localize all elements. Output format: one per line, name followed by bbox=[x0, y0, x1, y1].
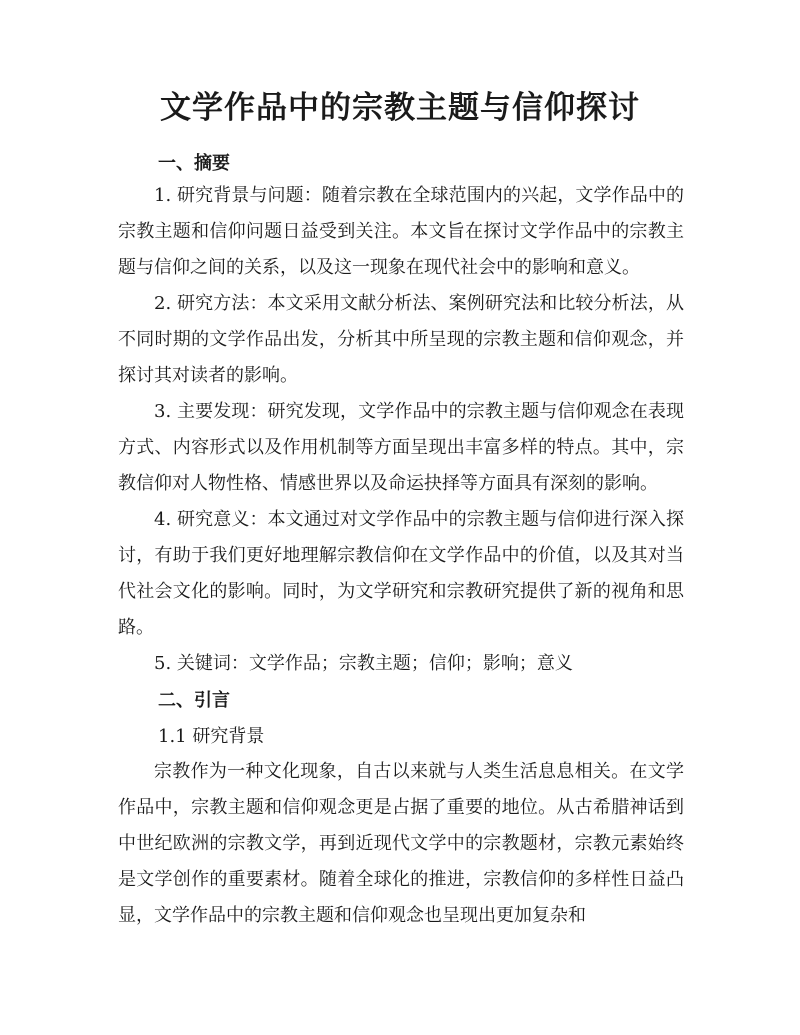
abstract-item-method: 2. 研究方法：本文采用文献分析法、案例研究法和比较分析法，从不同时期的文学作品出发，分析其中所呈现的宗教主题和信仰观念，并探讨其对读者的影响。 bbox=[118, 293, 684, 386]
research-background-subheading: 1.1 研究背景 bbox=[158, 726, 265, 747]
abstract-item-significance: 4. 研究意义：本文通过对文学作品中的宗教主题与信仰进行深入探讨，有助于我们更好地理解宗教信仰在文学作品中的价值，以及其对当代社会文化的影响。同时，为文学研究和宗教研究提供了新的视角和思路。 bbox=[118, 509, 684, 638]
abstract-item-findings: 3. 主要发现：研究发现，文学作品中的宗教主题与信仰观念在表现方式、内容形式以及作用机制等方面呈现出丰富多样的特点。其中，宗教信仰对人物性格、情感世界以及命运抉择等方面具有深刻的影响。 bbox=[118, 401, 684, 494]
introduction-paragraph: 宗教作为一种文化现象，自古以来就与人类生活息息相关。在文学作品中，宗教主题和信仰观念更是占据了重要的地位。从古希腊神话到中世纪欧洲的宗教文学，再到近现代文学中的宗教题材，宗教元素始终是文学创作的重要素材。随着全球化的推进，宗教信仰的多样性日益凸显，文学作品中的宗教主题和信仰观念也呈现出更加复杂和 bbox=[118, 761, 684, 926]
abstract-item-background: 1. 研究背景与问题：随着宗教在全球范围内的兴起，文学作品中的宗教主题和信仰问题日益受到关注。本文旨在探讨文学作品中的宗教主题与信仰之间的关系，以及这一现象在现代社会中的影响和意义。 bbox=[118, 185, 684, 278]
abstract-item-keywords: 5. 关键词：文学作品；宗教主题；信仰；影响；意义 bbox=[154, 653, 573, 674]
abstract-heading: 一、摘要 bbox=[158, 153, 230, 174]
introduction-heading: 二、引言 bbox=[158, 690, 230, 711]
document-title: 文学作品中的宗教主题与信仰探讨 bbox=[160, 90, 640, 126]
